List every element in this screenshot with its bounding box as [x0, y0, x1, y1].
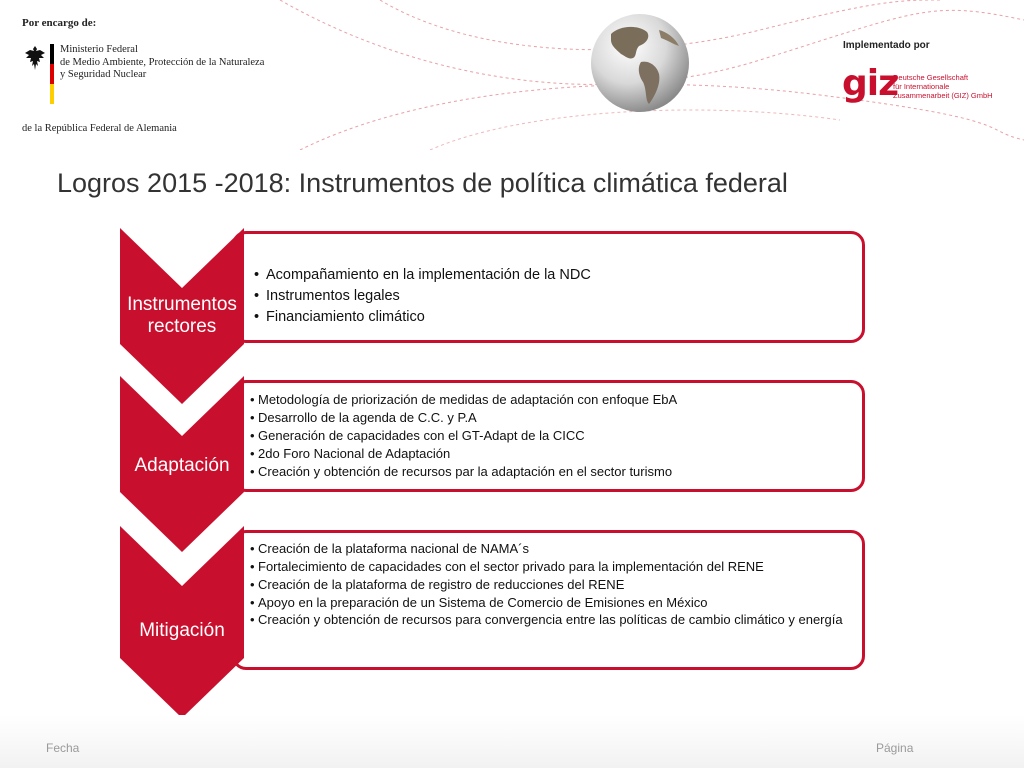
german-eagle-icon	[24, 45, 46, 71]
list-item: • Metodología de priorización de medidas de adaptación con enfoque EbA	[250, 391, 860, 409]
slide-header	[0, 0, 1024, 145]
list-item: • Creación de la plataforma nacional de NAMA´s	[250, 540, 850, 558]
giz-name-line: Deutsche Gesellschaft	[893, 73, 969, 82]
globe-icon	[589, 12, 691, 114]
giz-name	[893, 73, 993, 100]
list-item: • Instrumentos legales	[254, 286, 854, 307]
list-item: • Fortalecimiento de capacidades con el sector privado para la implementación del RENE	[250, 558, 850, 576]
giz-name-line: Zusammenarbeit (GIZ) GmbH	[893, 91, 993, 100]
ministry-name	[60, 44, 264, 82]
row-adaptacion-label: Adaptación	[134, 455, 230, 476]
list-item: • Generación de capacidades con el GT-Adapt de la CICC	[250, 427, 860, 445]
by-order-label: Por encargo de:	[22, 17, 97, 29]
giz-name-line: für Internationale	[893, 82, 950, 91]
list-item: • Apoyo en la preparación de un Sistema de Comercio de Emisiones en México	[250, 594, 850, 612]
giz-logo: giz	[842, 63, 899, 104]
ministry-line: y Seguridad Nuclear	[60, 69, 147, 80]
row-adaptacion-list	[250, 391, 860, 481]
slide-title: Logros 2015 -2018: Instrumentos de política climática federal	[57, 168, 788, 198]
row-mitigacion-list	[250, 540, 850, 627]
footer-band	[0, 715, 1024, 768]
list-item: • 2do Foro Nacional de Adaptación	[250, 445, 860, 463]
row-instrumentos-label: Instrumentos rectores	[127, 294, 237, 337]
list-item: • Creación y obtención de recursos para convergencia entre las políticas de cambio climático y energía	[250, 612, 850, 627]
footer-page: Página	[876, 741, 914, 755]
german-flag-bar	[50, 44, 54, 104]
list-item: • Creación y obtención de recursos par la adaptación en el sector turismo	[250, 463, 860, 481]
republic-label: de la República Federal de Alemania	[22, 123, 177, 134]
list-item: • Acompañamiento en la implementación de la NDC	[254, 265, 854, 286]
list-item: • Financiamiento climático	[254, 307, 854, 328]
implemented-by-label: Implementado por	[843, 40, 930, 51]
row-mitigacion-label: Mitigación	[139, 620, 225, 641]
ministry-line: de Medio Ambiente, Protección de la Naturaleza	[60, 56, 265, 68]
ministry-line: Ministerio Federal	[60, 44, 138, 55]
row-instrumentos-list	[254, 265, 854, 328]
footer-date: Fecha	[46, 741, 80, 755]
list-item: • Creación de la plataforma de registro de reducciones del RENE	[250, 576, 850, 594]
list-item: • Desarrollo de la agenda de C.C. y P.A	[250, 409, 860, 427]
